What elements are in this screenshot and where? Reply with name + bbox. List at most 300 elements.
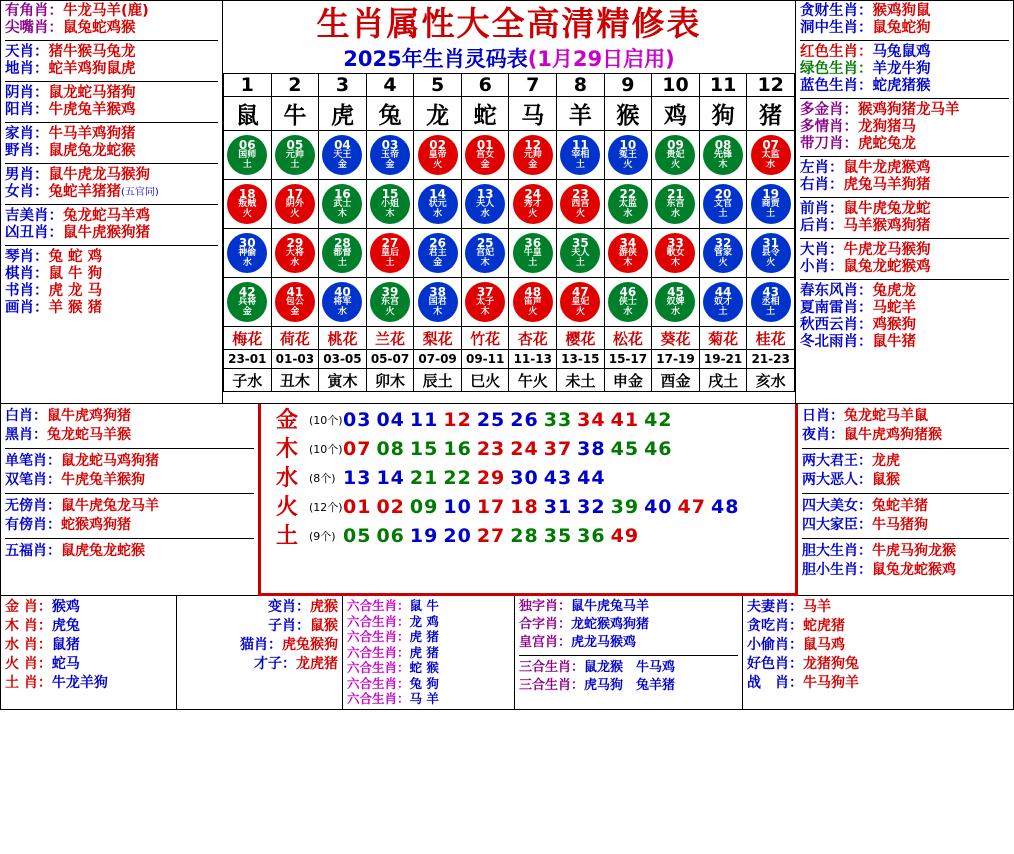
number-ball: 41 包公 金 bbox=[275, 282, 315, 322]
attr-key: 尖嘴肖： bbox=[5, 20, 63, 36]
number-ball: 39 东宫 火 bbox=[370, 282, 410, 322]
number-ball-cell[interactable] bbox=[652, 229, 700, 278]
attr-value: 牛马羊鸡狗猪 bbox=[48, 126, 136, 142]
number-ball-cell[interactable] bbox=[224, 180, 272, 229]
attr-value: 龙虎 bbox=[872, 453, 900, 469]
number-ball-cell[interactable] bbox=[557, 131, 605, 180]
attr-row bbox=[800, 160, 1009, 177]
attr-value: 鼠牛虎兔马羊 bbox=[571, 599, 650, 614]
attr-row bbox=[347, 645, 510, 661]
attr-row bbox=[800, 317, 1009, 334]
attr-row bbox=[519, 598, 738, 616]
number-ball-cell[interactable] bbox=[604, 278, 652, 327]
attr-key: 两大君王： bbox=[802, 453, 872, 469]
lottery-number[interactable]: 44 bbox=[577, 467, 606, 489]
divider bbox=[5, 538, 254, 539]
number-ball: 09 贵妃 火 bbox=[655, 135, 695, 175]
lottery-number[interactable]: 34 bbox=[577, 409, 606, 431]
lottery-number[interactable]: 32 bbox=[577, 496, 606, 518]
attr-key: 贪财生肖： bbox=[800, 3, 873, 19]
column-number: 9 bbox=[604, 74, 652, 97]
attr-value: 虎兔猴狗 bbox=[282, 637, 338, 653]
attr-row bbox=[802, 407, 1009, 426]
attr-key: 棋肖： bbox=[5, 266, 49, 282]
attr-value: 牛龙羊狗 bbox=[51, 675, 108, 691]
lottery-number[interactable]: 22 bbox=[443, 467, 472, 489]
attr-value: 蛇虎猪猴 bbox=[872, 78, 931, 94]
lottery-number[interactable]: 16 bbox=[443, 438, 472, 460]
lottery-number[interactable]: 19 bbox=[409, 525, 439, 547]
column-zodiac: 兔 bbox=[366, 97, 414, 131]
attr-value: 鼠牛虎猴狗猪 bbox=[63, 225, 150, 241]
attr-value: 牛马猪狗 bbox=[872, 517, 928, 533]
time-range-label: 05-07 bbox=[366, 350, 414, 369]
attr-key: 六合生肖： bbox=[347, 598, 410, 613]
lottery-number[interactable]: 13 bbox=[343, 467, 372, 489]
attr-row bbox=[5, 184, 218, 201]
attr-row bbox=[347, 676, 510, 692]
lottery-number[interactable]: 38 bbox=[577, 438, 606, 460]
element-label: 午火 bbox=[509, 369, 557, 392]
number-ball-cell[interactable] bbox=[414, 180, 462, 229]
attr-key: 画肖： bbox=[5, 300, 49, 316]
attr-value: 龙狗猪马 bbox=[858, 119, 916, 135]
column-number: 11 bbox=[699, 74, 747, 97]
attr-value: 猴鸡狗猪龙马羊 bbox=[858, 102, 960, 118]
attr-row bbox=[747, 636, 1009, 655]
attr-key: 皇宫肖： bbox=[519, 635, 572, 650]
number-ball-cell[interactable] bbox=[509, 180, 557, 229]
lottery-number[interactable]: 31 bbox=[543, 496, 573, 518]
time-range-row bbox=[224, 350, 795, 369]
attr-value: 牛虎马狗龙猴 bbox=[872, 543, 956, 559]
number-ball-cell[interactable] bbox=[271, 180, 319, 229]
number-ball-cell[interactable] bbox=[271, 229, 319, 278]
number-ball-cell[interactable] bbox=[509, 229, 557, 278]
element-name: 金 bbox=[275, 408, 298, 433]
zodiac-code-table bbox=[223, 73, 795, 392]
lottery-number[interactable]: 39 bbox=[610, 496, 640, 518]
number-ball: 17 阴外 火 bbox=[275, 184, 315, 224]
number-ball-cell[interactable] bbox=[366, 131, 414, 180]
lottery-number[interactable]: 07 bbox=[343, 438, 372, 460]
number-ball-cell[interactable] bbox=[699, 180, 747, 229]
time-range-label: 21-23 bbox=[747, 350, 795, 369]
number-ball-cell[interactable] bbox=[224, 131, 272, 180]
attr-row bbox=[181, 636, 338, 655]
attr-key: 变肖： bbox=[268, 599, 310, 615]
lottery-number[interactable]: 23 bbox=[476, 438, 506, 460]
number-ball-cell[interactable] bbox=[224, 278, 272, 327]
attr-row bbox=[5, 542, 254, 561]
attr-value: 鼠龙蛇马猪狗 bbox=[48, 85, 136, 101]
lottery-number[interactable]: 40 bbox=[644, 496, 673, 518]
attr-key: 战 肖： bbox=[747, 675, 803, 691]
number-ball-cell[interactable] bbox=[319, 180, 367, 229]
time-range-label: 19-21 bbox=[699, 350, 747, 369]
number-ball-cell[interactable] bbox=[557, 180, 605, 229]
time-range-label: 15-17 bbox=[604, 350, 652, 369]
divider bbox=[800, 197, 1009, 198]
lottery-number[interactable]: 48 bbox=[710, 496, 740, 518]
attr-value: 鼠马鸡 bbox=[803, 637, 845, 653]
table-row bbox=[224, 278, 795, 327]
column-number: 2 bbox=[271, 74, 319, 97]
attr-key: 六合生肖： bbox=[347, 629, 410, 644]
number-ball: 10 冤王 火 bbox=[608, 135, 648, 175]
number-ball-cell[interactable] bbox=[699, 278, 747, 327]
attr-value: 马兔鼠鸡 bbox=[872, 44, 931, 60]
attr-value: 马羊猴鸡狗猪 bbox=[843, 218, 931, 234]
lottery-number[interactable]: 08 bbox=[376, 438, 405, 460]
number-ball: 28 都督 土 bbox=[322, 233, 362, 273]
attr-key: 多金肖： bbox=[800, 102, 858, 118]
attr-row bbox=[800, 61, 1009, 78]
time-range-label: 17-19 bbox=[652, 350, 700, 369]
number-ball-cell[interactable] bbox=[604, 180, 652, 229]
flower-label: 葵花 bbox=[652, 327, 700, 350]
element-numbers bbox=[343, 406, 678, 435]
attr-value: 鼠兔龙蛇猴鸡 bbox=[872, 562, 956, 578]
attr-value: 马蛇羊 bbox=[872, 300, 916, 316]
number-ball-cell[interactable] bbox=[271, 131, 319, 180]
table-row bbox=[224, 180, 795, 229]
divider bbox=[802, 493, 1009, 494]
attr-key: 金 肖： bbox=[5, 599, 52, 615]
attr-key: 夜肖： bbox=[802, 427, 844, 443]
attr-row bbox=[519, 616, 738, 634]
lottery-number[interactable]: 05 bbox=[343, 525, 372, 547]
number-ball-cell[interactable] bbox=[461, 131, 509, 180]
lottery-number[interactable]: 06 bbox=[376, 525, 405, 547]
attr-key: 猫肖： bbox=[240, 637, 282, 653]
element-label: 巳火 bbox=[461, 369, 509, 392]
lottery-number[interactable]: 49 bbox=[610, 525, 640, 547]
lottery-number[interactable]: 26 bbox=[510, 409, 539, 431]
divider bbox=[5, 204, 218, 205]
lottery-number[interactable]: 43 bbox=[543, 467, 573, 489]
column-number: 3 bbox=[319, 74, 367, 97]
number-ball-cell[interactable] bbox=[461, 278, 509, 327]
number-ball-cell[interactable] bbox=[224, 229, 272, 278]
column-number: 4 bbox=[366, 74, 414, 97]
number-ball-cell[interactable] bbox=[461, 180, 509, 229]
attr-row bbox=[5, 20, 218, 37]
attr-row bbox=[347, 629, 510, 645]
number-ball: 45 奴婢 水 bbox=[655, 282, 695, 322]
divider bbox=[5, 163, 218, 164]
attr-value: 鼠猴 bbox=[310, 618, 338, 634]
attr-row bbox=[802, 497, 1009, 516]
attr-key: 男肖： bbox=[5, 167, 49, 183]
lottery-number[interactable]: 11 bbox=[409, 409, 439, 431]
attr-value: 兔蛇羊猪 bbox=[872, 498, 928, 514]
attr-value: 猴鸡狗鼠 bbox=[872, 3, 931, 19]
number-ball-cell[interactable] bbox=[652, 180, 700, 229]
table-row bbox=[224, 229, 795, 278]
attr-row bbox=[5, 497, 254, 516]
lottery-number[interactable]: 30 bbox=[510, 467, 539, 489]
lottery-number[interactable]: 01 bbox=[343, 496, 372, 518]
number-ball: 36 牛皇 土 bbox=[513, 233, 553, 273]
element-numbers bbox=[343, 435, 678, 464]
number-ball: 19 商贾 土 bbox=[751, 184, 791, 224]
attr-row bbox=[5, 452, 254, 471]
column-number: 5 bbox=[414, 74, 462, 97]
column-number: 10 bbox=[652, 74, 700, 97]
attr-row bbox=[5, 3, 218, 20]
attr-row bbox=[5, 225, 218, 242]
attr-key: 黑肖： bbox=[5, 427, 47, 443]
number-ball-cell[interactable] bbox=[319, 278, 367, 327]
attr-key: 四大家臣： bbox=[802, 517, 872, 533]
lottery-number[interactable]: 45 bbox=[610, 438, 640, 460]
time-range-label: 01-03 bbox=[271, 350, 319, 369]
attr-key: 小肖： bbox=[800, 259, 844, 275]
element-count: (10个) bbox=[309, 443, 343, 456]
attr-value: 牛龙马羊(鹿) bbox=[63, 3, 149, 19]
element-row bbox=[224, 369, 795, 392]
attr-value: 虎兔 bbox=[51, 618, 80, 634]
lottery-number[interactable]: 29 bbox=[476, 467, 506, 489]
lottery-number[interactable]: 33 bbox=[543, 409, 573, 431]
attr-value: 鼠龙蛇马鸡狗猪 bbox=[61, 453, 159, 469]
lottery-number[interactable]: 20 bbox=[443, 525, 472, 547]
attr-value: 牛马狗羊 bbox=[803, 675, 859, 691]
number-ball-cell[interactable] bbox=[414, 278, 462, 327]
attr-key: 三合生肖： bbox=[519, 660, 585, 675]
attr-row bbox=[5, 655, 172, 674]
number-ball: 42 兵将 金 bbox=[227, 282, 267, 322]
attr-row bbox=[519, 659, 738, 677]
lottery-number[interactable]: 04 bbox=[376, 409, 405, 431]
attr-key: 吉美肖： bbox=[5, 208, 63, 224]
number-ball-cell[interactable] bbox=[747, 131, 795, 180]
number-ball-cell[interactable] bbox=[414, 131, 462, 180]
attr-value: 蛇 猴 bbox=[409, 660, 439, 675]
attr-value: 猪牛猴马兔龙 bbox=[48, 44, 136, 60]
lottery-number[interactable]: 18 bbox=[510, 496, 539, 518]
lottery-number[interactable]: 36 bbox=[577, 525, 606, 547]
attr-row bbox=[347, 614, 510, 630]
attr-row bbox=[5, 617, 172, 636]
attr-row bbox=[800, 259, 1009, 276]
attr-value: 虎蛇兔龙 bbox=[858, 136, 916, 152]
lottery-number[interactable]: 46 bbox=[644, 438, 673, 460]
attr-row bbox=[800, 300, 1009, 317]
attr-row bbox=[5, 471, 254, 490]
lottery-number[interactable]: 10 bbox=[443, 496, 472, 518]
number-ball-cell[interactable] bbox=[366, 278, 414, 327]
attr-row bbox=[5, 126, 218, 143]
time-range-label: 09-11 bbox=[461, 350, 509, 369]
divider bbox=[5, 40, 218, 41]
number-ball-cell[interactable] bbox=[319, 131, 367, 180]
number-ball-cell[interactable] bbox=[699, 131, 747, 180]
attr-value: 鼠牛虎鸡狗猪猴 bbox=[844, 427, 942, 443]
lottery-number[interactable]: 28 bbox=[510, 525, 539, 547]
attr-value: 蛇虎猪 bbox=[803, 618, 845, 634]
mid-left-column bbox=[0, 404, 258, 596]
attr-value: 虎 龙 马 bbox=[48, 283, 103, 299]
attr-key: 野肖： bbox=[5, 143, 49, 159]
number-ball-cell[interactable] bbox=[747, 278, 795, 327]
attr-key: 六合生肖： bbox=[347, 691, 410, 706]
number-ball: 35 夫人 土 bbox=[560, 233, 600, 273]
attr-row bbox=[5, 674, 172, 693]
divider bbox=[5, 122, 218, 123]
number-ball: 33 歌女 木 bbox=[655, 233, 695, 273]
lottery-number[interactable]: 35 bbox=[543, 525, 573, 547]
number-ball: 26 君主 金 bbox=[418, 233, 458, 273]
number-ball-cell[interactable] bbox=[461, 229, 509, 278]
number-ball: 44 奴才 土 bbox=[703, 282, 743, 322]
lottery-number[interactable]: 09 bbox=[409, 496, 439, 518]
flower-label: 杏花 bbox=[509, 327, 557, 350]
attr-key: 六合生肖： bbox=[347, 613, 410, 629]
number-ball: 15 小姐 木 bbox=[370, 184, 410, 224]
attr-key: 后肖： bbox=[800, 218, 844, 234]
attr-row bbox=[800, 3, 1009, 20]
number-ball-cell[interactable] bbox=[557, 229, 605, 278]
lottery-number[interactable]: 47 bbox=[677, 496, 706, 518]
attr-value: 虎 猪 bbox=[409, 629, 439, 644]
attr-row bbox=[5, 636, 172, 655]
divider bbox=[800, 98, 1009, 99]
lottery-number[interactable]: 17 bbox=[476, 496, 506, 518]
zodiac-header-row bbox=[224, 97, 795, 131]
lottery-number[interactable]: 24 bbox=[510, 438, 539, 460]
attr-key: 六合生肖： bbox=[347, 675, 410, 691]
attr-row bbox=[800, 201, 1009, 218]
attr-row bbox=[5, 143, 218, 160]
number-ball: 05 元帅 土 bbox=[275, 135, 315, 175]
attr-row bbox=[519, 634, 738, 652]
number-ball: 43 丞相 土 bbox=[751, 282, 791, 322]
element-label: 寅木 bbox=[319, 369, 367, 392]
attr-key: 六合生肖： bbox=[347, 660, 410, 675]
number-ball: 14 状元 水 bbox=[418, 184, 458, 224]
lottery-number[interactable]: 02 bbox=[376, 496, 405, 518]
number-ball-cell[interactable] bbox=[747, 180, 795, 229]
attr-value: 鼠牛虎龙马猴狗 bbox=[48, 167, 150, 183]
attr-key: 女肖： bbox=[5, 184, 49, 200]
attr-value: 虎兔马羊狗猪 bbox=[843, 177, 931, 193]
middle-section bbox=[0, 404, 1014, 596]
number-ball: 03 玉帝 金 bbox=[370, 135, 410, 175]
column-zodiac: 猴 bbox=[604, 97, 652, 131]
attr-key: 才子： bbox=[254, 656, 296, 672]
time-range-label: 03-05 bbox=[319, 350, 367, 369]
flower-label: 梅花 bbox=[224, 327, 272, 350]
element-number-row bbox=[265, 406, 791, 435]
attr-row bbox=[800, 242, 1009, 259]
table-row bbox=[224, 131, 795, 180]
number-ball-cell[interactable] bbox=[366, 180, 414, 229]
number-header-row bbox=[224, 74, 795, 97]
number-ball-cell[interactable] bbox=[604, 229, 652, 278]
lottery-number[interactable]: 41 bbox=[610, 409, 640, 431]
attr-row bbox=[747, 617, 1009, 636]
number-ball-cell[interactable] bbox=[652, 278, 700, 327]
flower-label: 荷花 bbox=[271, 327, 319, 350]
attr-value: 虎龙马猴鸡 bbox=[571, 635, 637, 650]
number-ball-cell[interactable] bbox=[652, 131, 700, 180]
flower-label: 松花 bbox=[604, 327, 652, 350]
attr-key: 凶丑肖： bbox=[5, 225, 63, 241]
number-ball: 32 管家 火 bbox=[703, 233, 743, 273]
attr-row bbox=[802, 542, 1009, 561]
lottery-number[interactable]: 21 bbox=[409, 467, 439, 489]
number-ball: 04 天王 金 bbox=[322, 135, 362, 175]
lottery-number[interactable]: 12 bbox=[443, 409, 472, 431]
lottery-number[interactable]: 14 bbox=[376, 467, 405, 489]
column-number: 6 bbox=[461, 74, 509, 97]
number-ball-cell[interactable] bbox=[414, 229, 462, 278]
right-attribute-column bbox=[796, 0, 1014, 404]
attr-key: 六合生肖： bbox=[347, 644, 410, 660]
time-range-label: 07-09 bbox=[414, 350, 462, 369]
attr-key: 小偷肖： bbox=[747, 637, 803, 653]
number-ball-cell[interactable] bbox=[509, 131, 557, 180]
divider bbox=[802, 538, 1009, 539]
number-ball-cell[interactable] bbox=[747, 229, 795, 278]
time-range-label: 13-15 bbox=[557, 350, 605, 369]
attr-value: 鼠虎兔龙蛇猴 bbox=[48, 143, 136, 159]
attr-key: 家肖： bbox=[5, 126, 49, 142]
attr-key: 洞中生肖： bbox=[800, 20, 873, 36]
attr-key: 大肖： bbox=[800, 242, 844, 258]
attr-key: 带刀肖： bbox=[800, 136, 858, 152]
attr-key: 好色肖： bbox=[747, 656, 803, 672]
number-ball: 46 侠士 水 bbox=[608, 282, 648, 322]
number-ball-cell[interactable] bbox=[509, 278, 557, 327]
attr-value: 马 羊 bbox=[409, 691, 439, 706]
number-ball-cell[interactable] bbox=[366, 229, 414, 278]
lottery-number[interactable]: 25 bbox=[476, 409, 506, 431]
column-zodiac: 虎 bbox=[319, 97, 367, 131]
lottery-number[interactable]: 27 bbox=[476, 525, 506, 547]
lottery-number[interactable]: 42 bbox=[644, 409, 673, 431]
number-ball-cell[interactable] bbox=[699, 229, 747, 278]
attr-row bbox=[802, 561, 1009, 580]
number-ball-cell[interactable] bbox=[319, 229, 367, 278]
number-ball-cell[interactable] bbox=[604, 131, 652, 180]
lottery-number[interactable]: 15 bbox=[409, 438, 439, 460]
element-label: 未土 bbox=[557, 369, 605, 392]
column-zodiac: 猪 bbox=[747, 97, 795, 131]
attr-key: 多情肖： bbox=[800, 119, 858, 135]
number-ball-cell[interactable] bbox=[271, 278, 319, 327]
attr-row bbox=[800, 218, 1009, 235]
bottom-col-elements bbox=[0, 596, 176, 710]
column-zodiac: 牛 bbox=[271, 97, 319, 131]
attr-key: 红色生肖： bbox=[800, 44, 873, 60]
element-label: 卯木 bbox=[366, 369, 414, 392]
attr-key: 地肖： bbox=[5, 61, 49, 77]
attr-key: 胆小生肖： bbox=[802, 562, 872, 578]
element-number-row bbox=[265, 493, 791, 522]
number-ball-cell[interactable] bbox=[557, 278, 605, 327]
divider bbox=[800, 156, 1009, 157]
lottery-number[interactable]: 03 bbox=[343, 409, 372, 431]
attr-value: 鼠猪 bbox=[51, 637, 80, 653]
element-name: 水 bbox=[275, 466, 298, 491]
lottery-number[interactable]: 37 bbox=[543, 438, 573, 460]
attr-value: 鼠兔蛇鸡猴 bbox=[63, 20, 136, 36]
attr-key: 有傍肖： bbox=[5, 517, 61, 533]
attr-value: 兔龙蛇马羊鼠 bbox=[844, 408, 928, 424]
